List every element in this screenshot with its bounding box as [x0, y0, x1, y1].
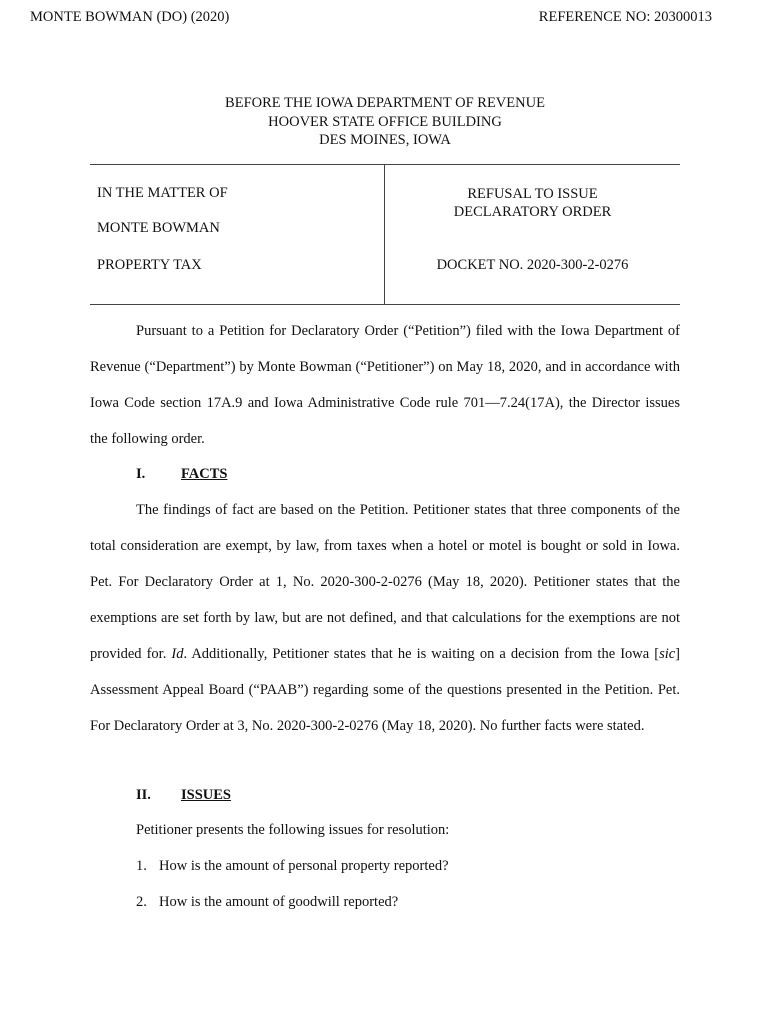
order-title — [385, 185, 680, 221]
issue-text: How is the amount of personal property reported? — [159, 858, 449, 874]
caption-party: MONTE BOWMAN — [97, 220, 220, 236]
case-caption-box — [90, 164, 680, 305]
section-heading-issues — [136, 787, 231, 804]
issue-number: 2. — [136, 894, 147, 910]
section-title: FACTS — [181, 466, 228, 482]
issue-number: 1. — [136, 858, 147, 874]
section-title: ISSUES — [181, 787, 231, 803]
caption-subject: PROPERTY TAX — [97, 257, 202, 273]
intro-paragraph: Pursuant to a Petition for Declaratory Order (“Petition”) filed with the Iowa Department of Revenue (“Department”) by Monte Bowman (“Petitioner”) on May 18, 2020, and in accordance with Iowa Code section 17A.9 and Iowa Administrative Code rule 701—7.24(17A), the Director issues the following order. — [90, 323, 680, 447]
section-heading-facts — [136, 466, 227, 483]
reference-number: REFERENCE NO: 20300013 — [538, 9, 712, 25]
agency-line-3: DES MOINES, IOWA — [319, 132, 451, 148]
order-title-line-1: REFUSAL TO ISSUE — [467, 186, 598, 202]
section-number: II. — [136, 787, 151, 803]
order-title-line-2: DECLARATORY ORDER — [453, 204, 612, 220]
issue-text: How is the amount of goodwill reported? — [159, 894, 399, 910]
issue-item — [136, 858, 449, 875]
facts-paragraph — [90, 492, 680, 744]
section-number: I. — [136, 466, 146, 482]
agency-line-1: BEFORE THE IOWA DEPARTMENT OF REVENUE — [225, 95, 545, 111]
running-header-left: MONTE BOWMAN (DO) (2020) — [30, 9, 230, 25]
caption-matter: IN THE MATTER OF — [97, 185, 228, 201]
issue-item — [136, 894, 398, 911]
agency-heading — [0, 94, 770, 150]
facts-text-2: . Additionally, Petitioner states that he is waiting on a decision from the Iowa [ — [183, 646, 660, 662]
facts-text-3: ] Assessment Appeal Board (“PAAB”) regarding some of the questions presented in the Petition. Pet. For Declaratory Order at 3, No. 2020-300-2-0276 (May 18, 2020). No further facts were stated. — [90, 646, 681, 734]
issues-intro: Petitioner presents the following issues for resolution: — [136, 822, 450, 838]
docket-number: DOCKET NO. 2020-300-2-0276 — [436, 257, 629, 273]
sic-notation: sic — [659, 646, 676, 662]
id-citation: Id — [171, 646, 184, 662]
agency-line-2: HOOVER STATE OFFICE BUILDING — [268, 113, 502, 130]
facts-text-1: The findings of fact are based on the Petition. Petitioner states that three components of the total consideration are exempt, by law, from taxes when a hotel or motel is bought or sold in Iowa. Pet. For Declaratory Order at 1, No. 2020-300-2-0276 (May 18, 2020). Petitioner states that the exemptions are set forth by law, but are not defined, and that calculations for the exemptions are not provided for. — [90, 502, 680, 662]
